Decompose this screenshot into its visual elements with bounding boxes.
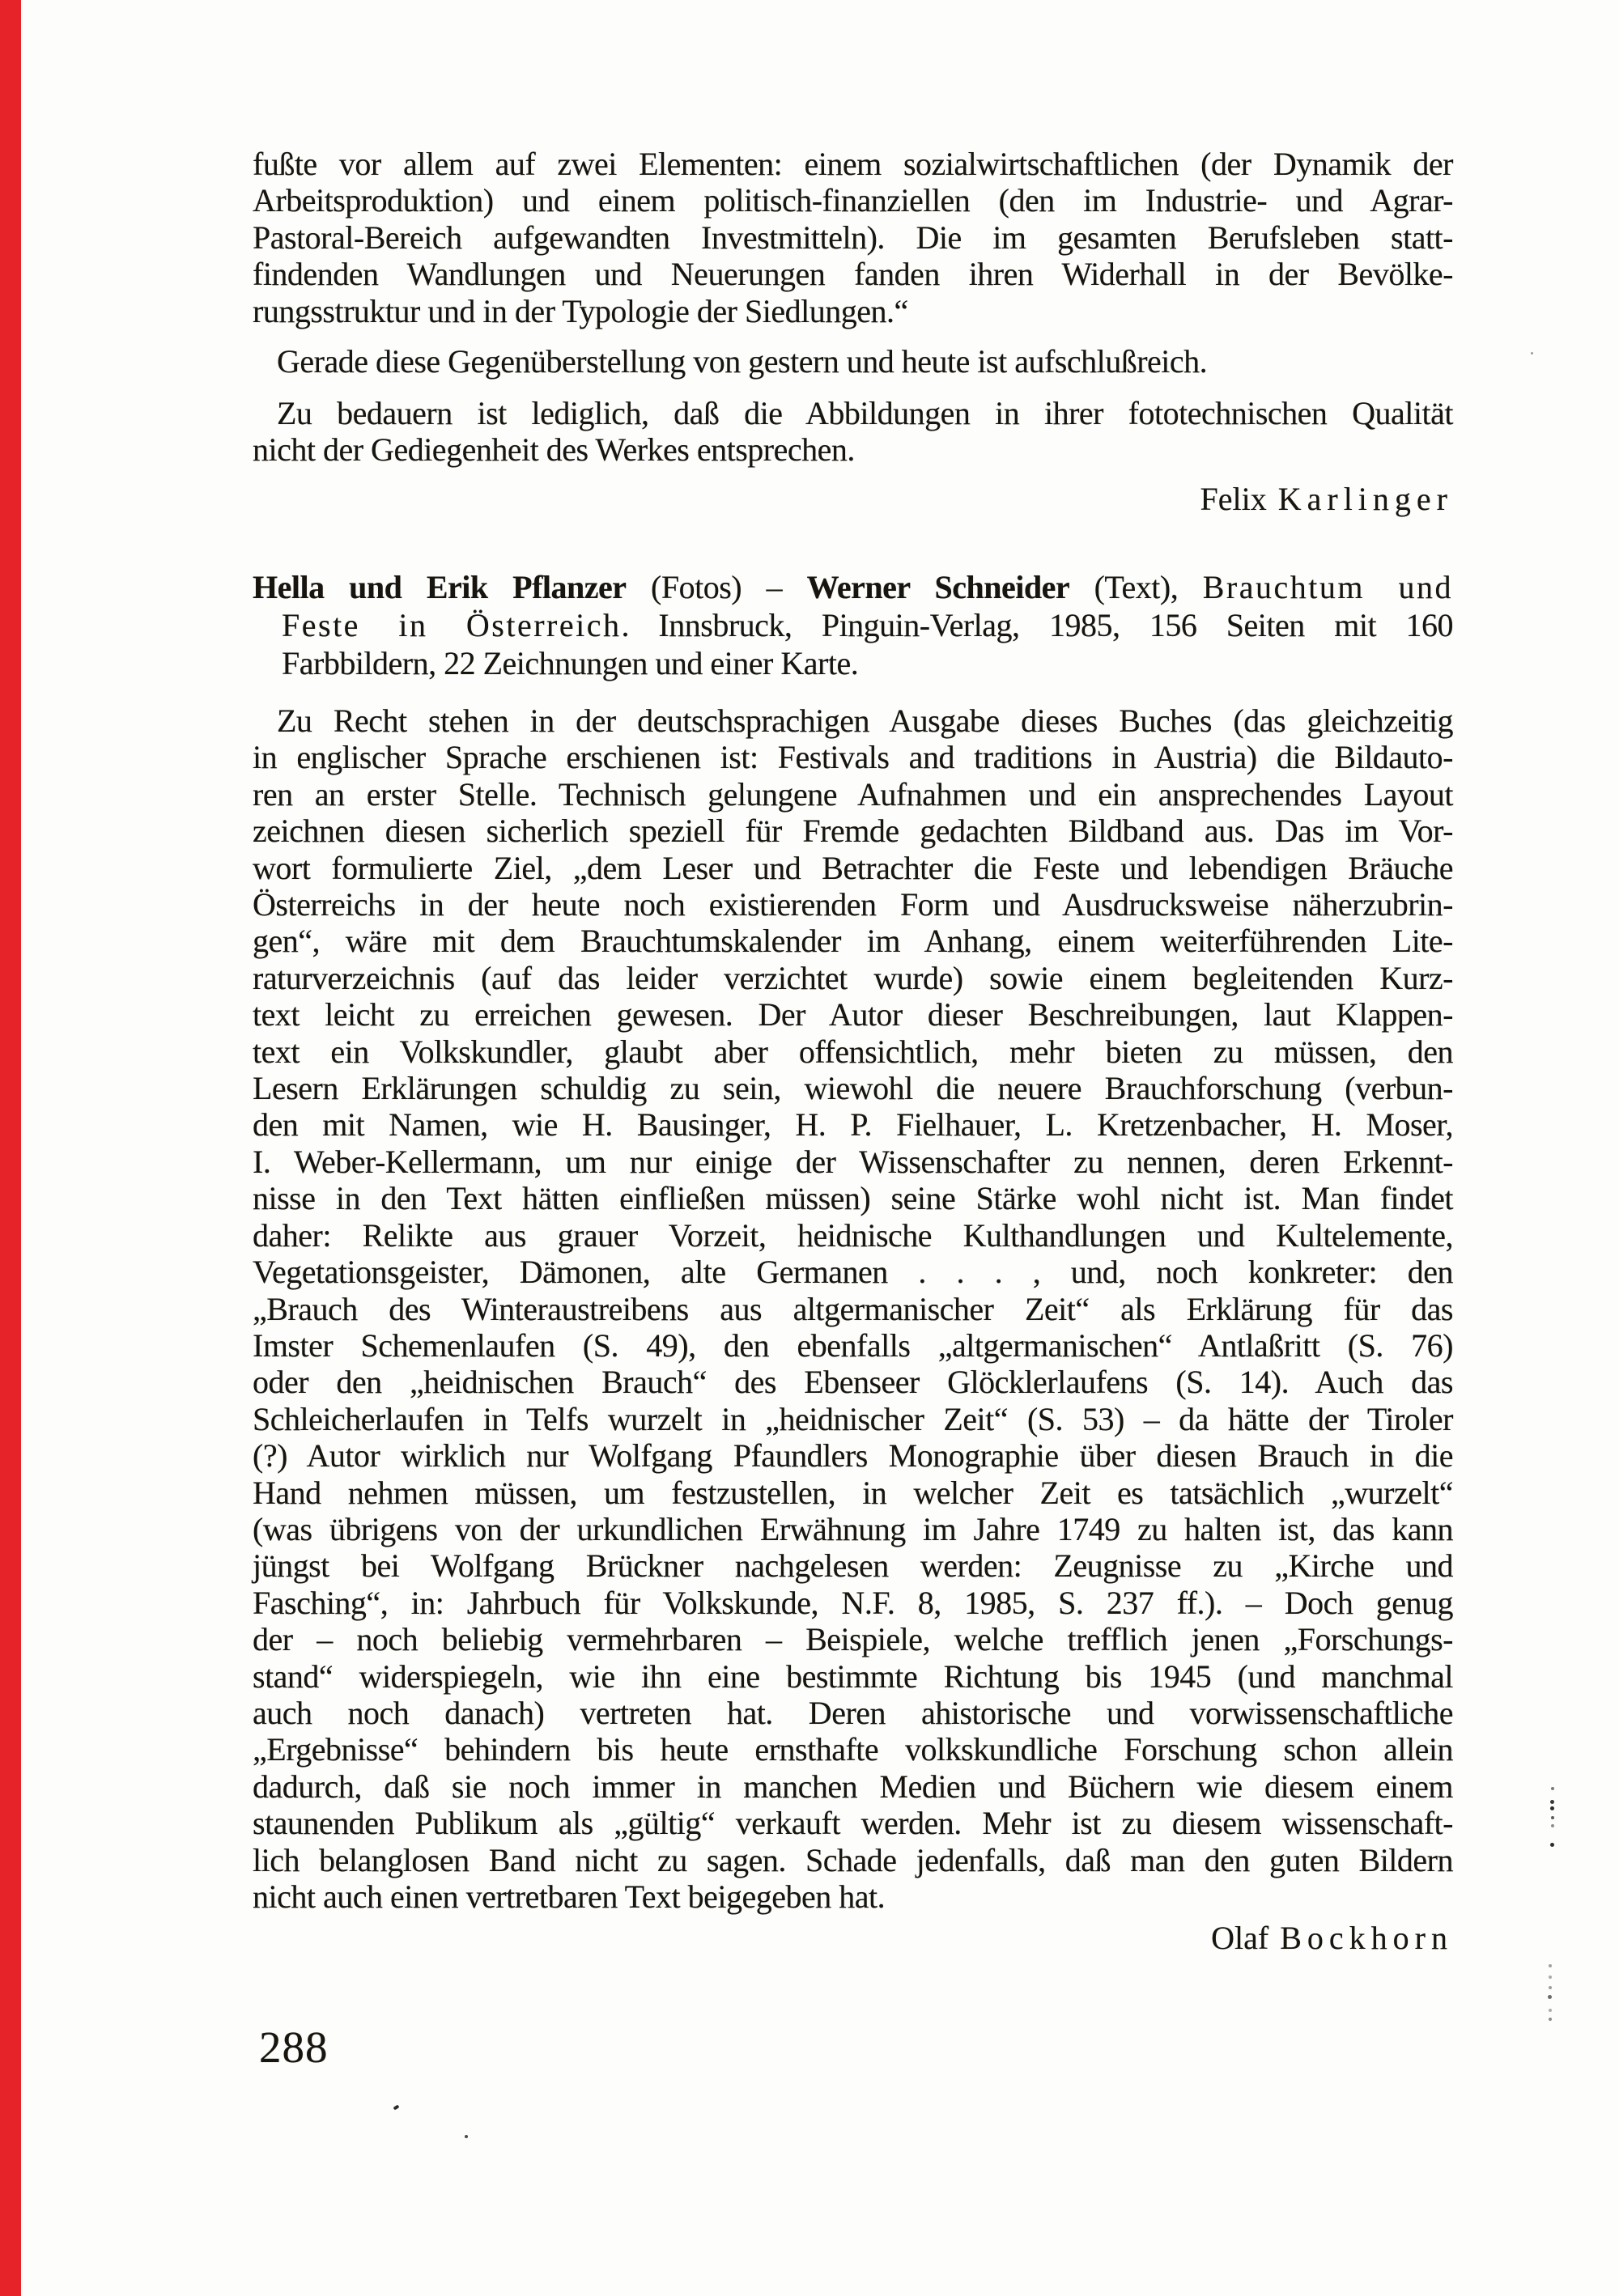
text-line: I. Weber-Kellermann, um nur einige der Wissenschafter zu nennen, deren Erkennt- [253,1143,1453,1180]
text-line: (?) Autor wirklich nur Wolfgang Pfaundlers Monographie über diesen Brauch in die [253,1437,1453,1475]
review-paragraph [253,702,1453,1915]
text-line: dadurch, daß sie noch immer in manchen Medien und Büchern wie diesem einem [253,1768,1453,1805]
scan-dot [1549,2009,1552,2012]
text-line: (was übrigens von der urkundlichen Erwähnung im Jahre 1749 zu halten ist, das kann [253,1510,1453,1547]
scan-dot [1549,1986,1552,1989]
spaced-title-text: Feste in Österreich [282,607,622,643]
spaced-title-text: Brauchtum und [1202,569,1453,605]
text-line: stand“ widerspiegeln, wie ihn eine bestimmte Richtung bis 1945 (und manchmal [253,1657,1453,1695]
text-line [253,568,1453,606]
reviewer-signature-olaf-bockhorn [253,1920,1453,1956]
text-line: Arbeitsproduktion) und einem politisch-finanziellen (den im Industrie- und Agrar- [253,182,1453,219]
scan-dot [1531,352,1533,354]
reviewer-first-name: Olaf [1211,1920,1269,1956]
text-line: den mit Namen, wie H. Bausinger, H. P. Fielhauer, L. Kretzenbacher, H. Moser, [253,1106,1453,1144]
scan-dot [1549,1964,1552,1967]
text-segment: . Innsbruck, Pinguin-Verlag, 1985, 156 Seiten mit 160 [621,607,1453,643]
text-line: Hand nehmen müssen, um festzustellen, in welcher Zeit es tatsächlich „wurzelt“ [253,1474,1453,1511]
text-line: rungsstruktur und in der Typologie der Siedlungen.“ [253,292,908,329]
text-line: gen“, wäre mit dem Brauchtumskalender im Anhang, einem weiterführenden Lite- [253,923,1453,960]
text-line: Schleicherlaufen in Telfs wurzelt in „heidnischer Zeit“ (S. 53) – da hätte der Tiroler [253,1400,1453,1437]
text-line: text leicht zu erreichen gewesen. Der Autor dieser Beschreibungen, laut Klappen- [253,996,1453,1033]
text-line: Österreichs in der heute noch existierenden Form und Ausdrucksweise näherzubrin- [253,886,1453,923]
criticism-paragraph [253,395,1453,469]
text-line [253,606,1453,644]
scan-speck [465,2135,468,2138]
reviewer-last-name: Karlinger [1277,481,1453,517]
scan-speck [393,2104,399,2110]
text-line: staunenden Publikum als „gültig“ verkauft werden. Mehr ist zu diesem wissenschaft- [253,1805,1453,1842]
scan-dot [1551,1787,1554,1790]
text-line: fußte vor allem auf zwei Elementen: einem sozialwirtschaftlichen (der Dynamik der [253,146,1453,182]
text-line: Fasching“, in: Jahrbuch für Volkskunde, N.F. 8, 1985, S. 237 ff.). – Doch genug [253,1584,1453,1621]
text-line: Lesern Erklärungen schuldig zu sein, wiewohl die neuere Brauchforschung (verbun- [253,1070,1453,1107]
reviewer-last-name: Bockhorn [1280,1920,1453,1956]
text-line: zeichnen diesen sicherlich speziell für Fremde gedachten Bildband aus. Das im Vor- [253,813,1453,850]
red-edge-stripe [0,0,21,2296]
text-segment: (Fotos) – [626,569,807,605]
scan-dot [1551,1816,1554,1819]
text-line: oder den „heidnischen Brauch“ des Ebenseer Glöcklerlaufens (S. 14). Auch das [253,1364,1453,1401]
text-line: nicht der Gediegenheit des Werkes entsprechen. [253,431,855,469]
scan-dot [1551,1824,1554,1827]
scan-dot [1550,1843,1554,1847]
text-line: daher: Relikte aus grauer Vorzeit, heidnische Kulthandlungen und Kultelemente, [253,1216,1453,1254]
text-line: jüngst bei Wolfgang Brückner nachgelesen werden: Zeugnisse zu „Kirche und [253,1547,1453,1585]
scan-dot [1548,1995,1552,1999]
text-line: auch noch danach) vertreten hat. Deren ahistorische und vorwissenschaftliche [253,1694,1453,1731]
text-line: text ein Volkskundler, glaubt aber offensichtlich, mehr bieten zu müssen, den [253,1033,1453,1070]
text-line: nisse in den Text hätten einfließen müssen) seine Stärke wohl nicht ist. Man findet [253,1180,1453,1217]
scan-dot [1549,1976,1552,1979]
text-line: der – noch beliebig vermehrbaren – Beispiele, welche trefflich jenen „Forschungs- [253,1621,1453,1658]
scan-dot [1550,1806,1554,1810]
text-line: „Brauch des Winteraustreibens aus altgermanischer Zeit“ als Erklärung für das [253,1290,1453,1327]
text-line: Imster Schemenlaufen (S. 49), den ebenfalls „altgermanischen“ Antlaßritt (S. 76) [253,1326,1453,1364]
scan-dot [1549,2018,1552,2021]
text-line: Pastoral-Bereich aufgewandten Investmitteln). Die im gesamten Berufsleben statt- [253,219,1453,256]
text-line: „Ergebnisse“ behindern bis heute ernsthafte volkskundliche Forschung schon allein [253,1731,1453,1768]
continuation-paragraph [253,146,1453,329]
page-number: 288 [259,2022,329,2072]
text-line: Vegetationsgeister, Dämonen, alte Germanen . . . , und, noch konkreter: den [253,1254,1453,1291]
text-line: lich belanglosen Band nicht zu sagen. Schade jedenfalls, daß man den guten Bildern [253,1841,1453,1878]
text-line: Farbbildern, 22 Zeichnungen und einer Karte. [282,645,859,681]
text-line: Zu bedauern ist lediglich, daß die Abbildungen in ihrer fototechnischen Qualität [277,395,1453,431]
text-segment: (Text), [1069,569,1203,605]
text-line: Zu Recht stehen in der deutschsprachigen Ausgabe dieses Buches (das gleichzeitig [277,702,1453,739]
text-line: Gerade diese Gegenüberstellung von gestern und heute ist aufschlußreich. [277,343,1208,380]
comment-paragraph [253,343,1453,380]
text-line: wort formulierte Ziel, „dem Leser und Betrachter die Feste und lebendigen Bräuche [253,849,1453,886]
author-name-bold: Werner Schneider [806,569,1070,605]
text-line: ren an erster Stelle. Technisch gelungene Aufnahmen und ein ansprechendes Layout [253,775,1453,813]
text-line: in englischer Sprache erschienen ist: Festivals and traditions in Austria) die Bildauto- [253,739,1453,776]
text-line: raturverzeichnis (auf das leider verzichtet wurde) sowie einem begleitenden Kurz- [253,959,1453,996]
book-reference-heading [253,568,1453,682]
scan-dot [1550,1800,1554,1804]
text-line: findenden Wandlungen und Neuerungen fanden ihren Widerhall in der Bevölke- [253,256,1453,293]
text-line: nicht auch einen vertretbaren Text beigegeben hat. [253,1878,886,1915]
author-name-bold: Hella und Erik Pflanzer [253,569,627,605]
reviewer-signature-felix-karlinger [253,481,1453,517]
reviewer-first-name: Felix [1200,481,1267,517]
